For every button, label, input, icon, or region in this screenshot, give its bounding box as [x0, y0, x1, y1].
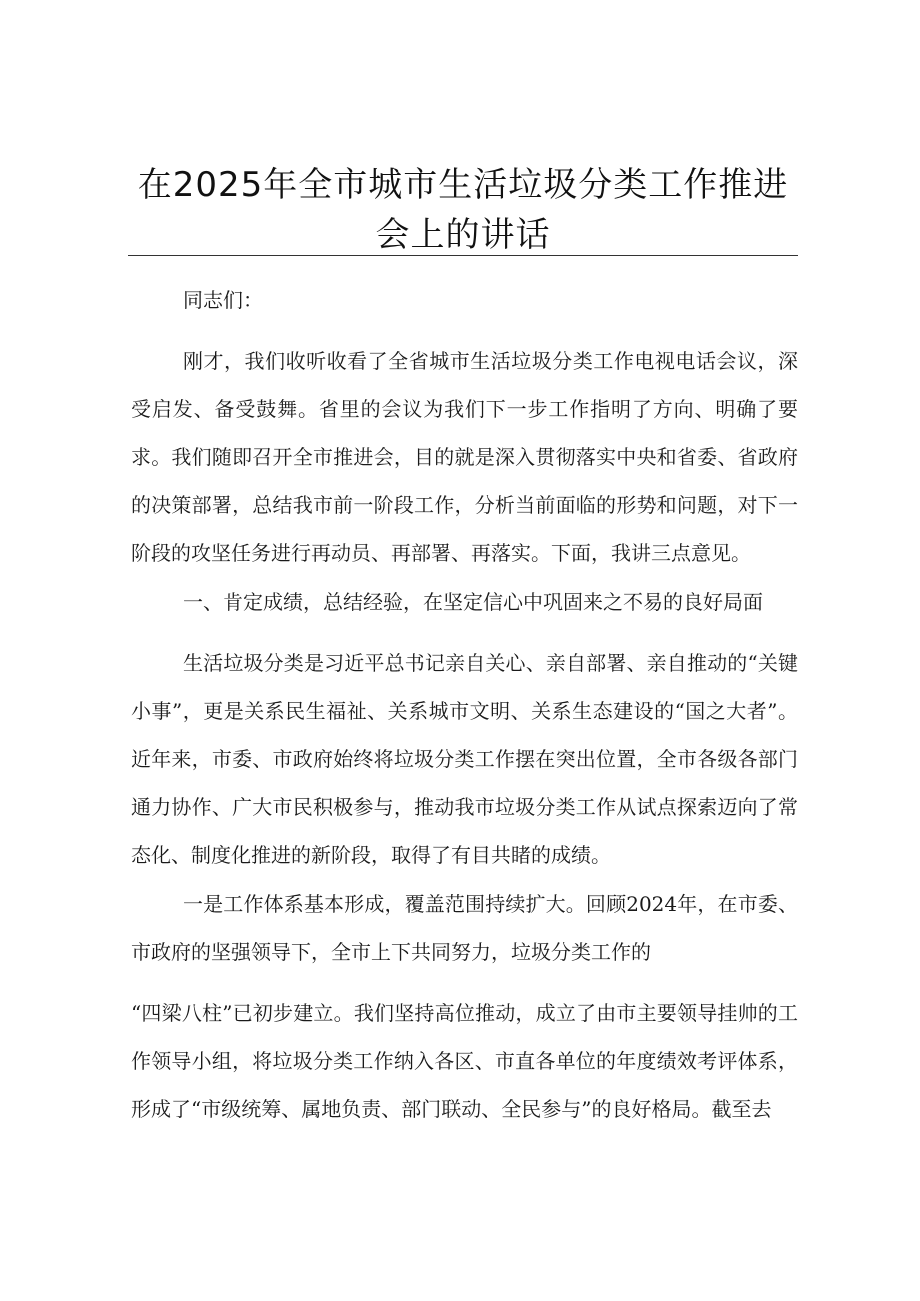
salutation: 同志们： [183, 288, 263, 312]
paragraph-achievements: 生活垃圾分类是习近平总书记亲自关心、亲自部署、亲自推动的“关键小事”，更是关系民生福祉、关系城市文明、关系生态建设的“国之大者”。近年来，市委、市政府始终将垃圾分类工作摆在突出位置，全市各级各部门通力协作、广大市民积极参与，推动我市垃圾分类工作从试点探索迈向了常态化、制度化推进的新阶段，取得了有目共睹的成绩。 [131, 651, 798, 867]
section-heading-1: 一、肯定成绩，总结经验，在坚定信心中巩固来之不易的良好局面 [183, 590, 763, 614]
title-underline [128, 255, 798, 256]
document-title: 在2025年全市城市生活垃圾分类工作推进会上的讲话 [137, 165, 789, 255]
paragraph-point-one: 一是工作体系基本形成，覆盖范围持续扩大。回顾2024年，在市委、市政府的坚强领导下，全市上下共同努力，垃圾分类工作的 [131, 892, 798, 964]
paragraph-continuation: “四梁八柱”已初步建立。我们坚持高位推动，成立了由市主要领导挂帅的工作领导小组，将垃圾分类工作纳入各区、市直各单位的年度绩效考评体系，形成了“市级统筹、属地负责、部门联动、全民参与”的良好格局。截至去 [131, 1001, 798, 1121]
paragraph-intro: 刚才，我们收听收看了全省城市生活垃圾分类工作电视电话会议，深受启发、备受鼓舞。省里的会议为我们下一步工作指明了方向、明确了要求。我们随即召开全市推进会，目的就是深入贯彻落实中央和省委、省政府的决策部署，总结我市前一阶段工作，分析当前面临的形势和问题，对下一阶段的攻坚任务进行再动员、再部署、再落实。下面，我讲三点意见。 [131, 349, 798, 565]
